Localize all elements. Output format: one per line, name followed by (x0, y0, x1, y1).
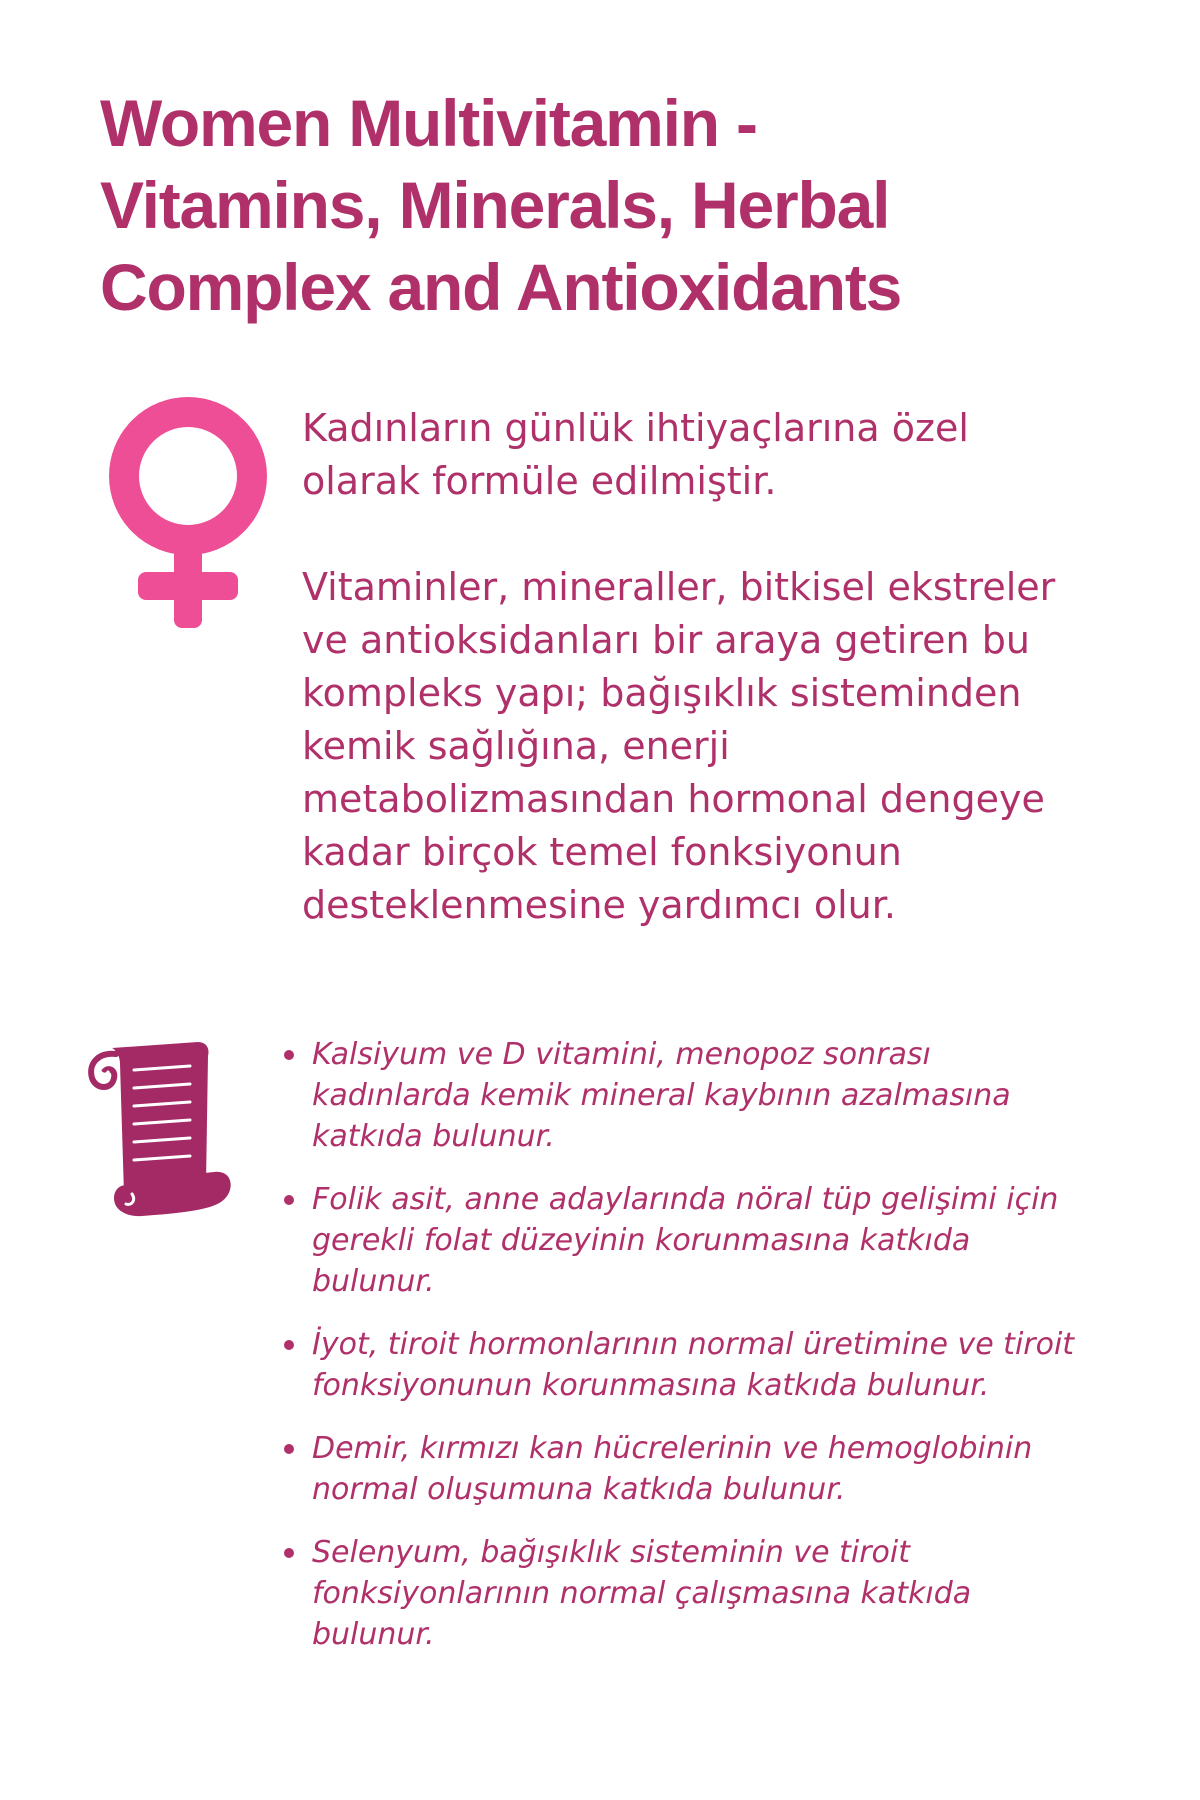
bullet-icon (284, 1195, 294, 1205)
benefit-line: İyot, tiroit hormonlarının normal üretimine ve tiroit (312, 1327, 1075, 1362)
intro-line: ve antioksidanları bir araya getiren bu (302, 618, 1030, 662)
intro-line: Vitaminler, mineraller, bitkisel ekstreler (302, 565, 1056, 609)
intro-line: kemik sağlığına, enerji (302, 724, 730, 768)
intro-line: olarak formüle edilmiştir. (302, 459, 777, 503)
title-line: Complex and Antioxidants (100, 250, 902, 324)
benefit-line: normal oluşumuna katkıda bulunur. (312, 1472, 846, 1507)
list-item (284, 1179, 1164, 1302)
page-title (100, 82, 1140, 328)
title-line: Vitamins, Minerals, Herbal (100, 168, 890, 242)
benefits-list (284, 1034, 1164, 1677)
benefit-line: Folik asit, anne adaylarında nöral tüp gelişimi için (312, 1182, 1059, 1217)
benefit-line: bulunur. (312, 1617, 435, 1652)
benefit-line: Kalsiyum ve D vitamini, menopoz sonrası (312, 1037, 931, 1072)
benefit-line: fonksiyonlarının normal çalışmasına katkıda (312, 1576, 972, 1611)
intro-line: metabolizmasından hormonal dengeye (302, 777, 1045, 821)
intro-line: desteklenmesine yardımcı olur. (302, 883, 896, 927)
bullet-icon (284, 1340, 294, 1350)
benefit-line: kadınlarda kemik mineral kaybının azalmasına (312, 1078, 1011, 1113)
list-item (284, 1324, 1164, 1406)
benefit-line: Selenyum, bağışıklık sisteminin ve tiroit (312, 1535, 910, 1570)
bullet-icon (284, 1548, 294, 1558)
benefit-line: bulunur. (312, 1264, 435, 1299)
intro-line: kompleks yapı; bağışıklık sisteminden (302, 671, 1022, 715)
bullet-icon (284, 1444, 294, 1454)
intro-line: Kadınların günlük ihtiyaçlarına özel (302, 406, 969, 450)
intro-paragraph-2 (302, 561, 1162, 932)
list-item (284, 1034, 1164, 1157)
intro-line: kadar birçok temel fonksiyonun (302, 830, 902, 874)
female-symbol-icon (88, 396, 288, 636)
bullet-icon (284, 1050, 294, 1060)
benefit-line: fonksiyonunun korunmasına katkıda bulunur. (312, 1368, 990, 1403)
title-line: Women Multivitamin - (100, 86, 757, 160)
benefit-line: katkıda bulunur. (312, 1119, 555, 1154)
list-item (284, 1532, 1164, 1655)
scroll-icon (86, 1034, 236, 1224)
benefit-line: gerekli folat düzeyinin korunmasına katkıda (312, 1223, 971, 1258)
intro-text (302, 402, 1162, 932)
list-item (284, 1428, 1164, 1510)
benefit-line: Demir, kırmızı kan hücrelerinin ve hemoglobinin (312, 1431, 1033, 1466)
intro-paragraph-1 (302, 402, 1162, 508)
